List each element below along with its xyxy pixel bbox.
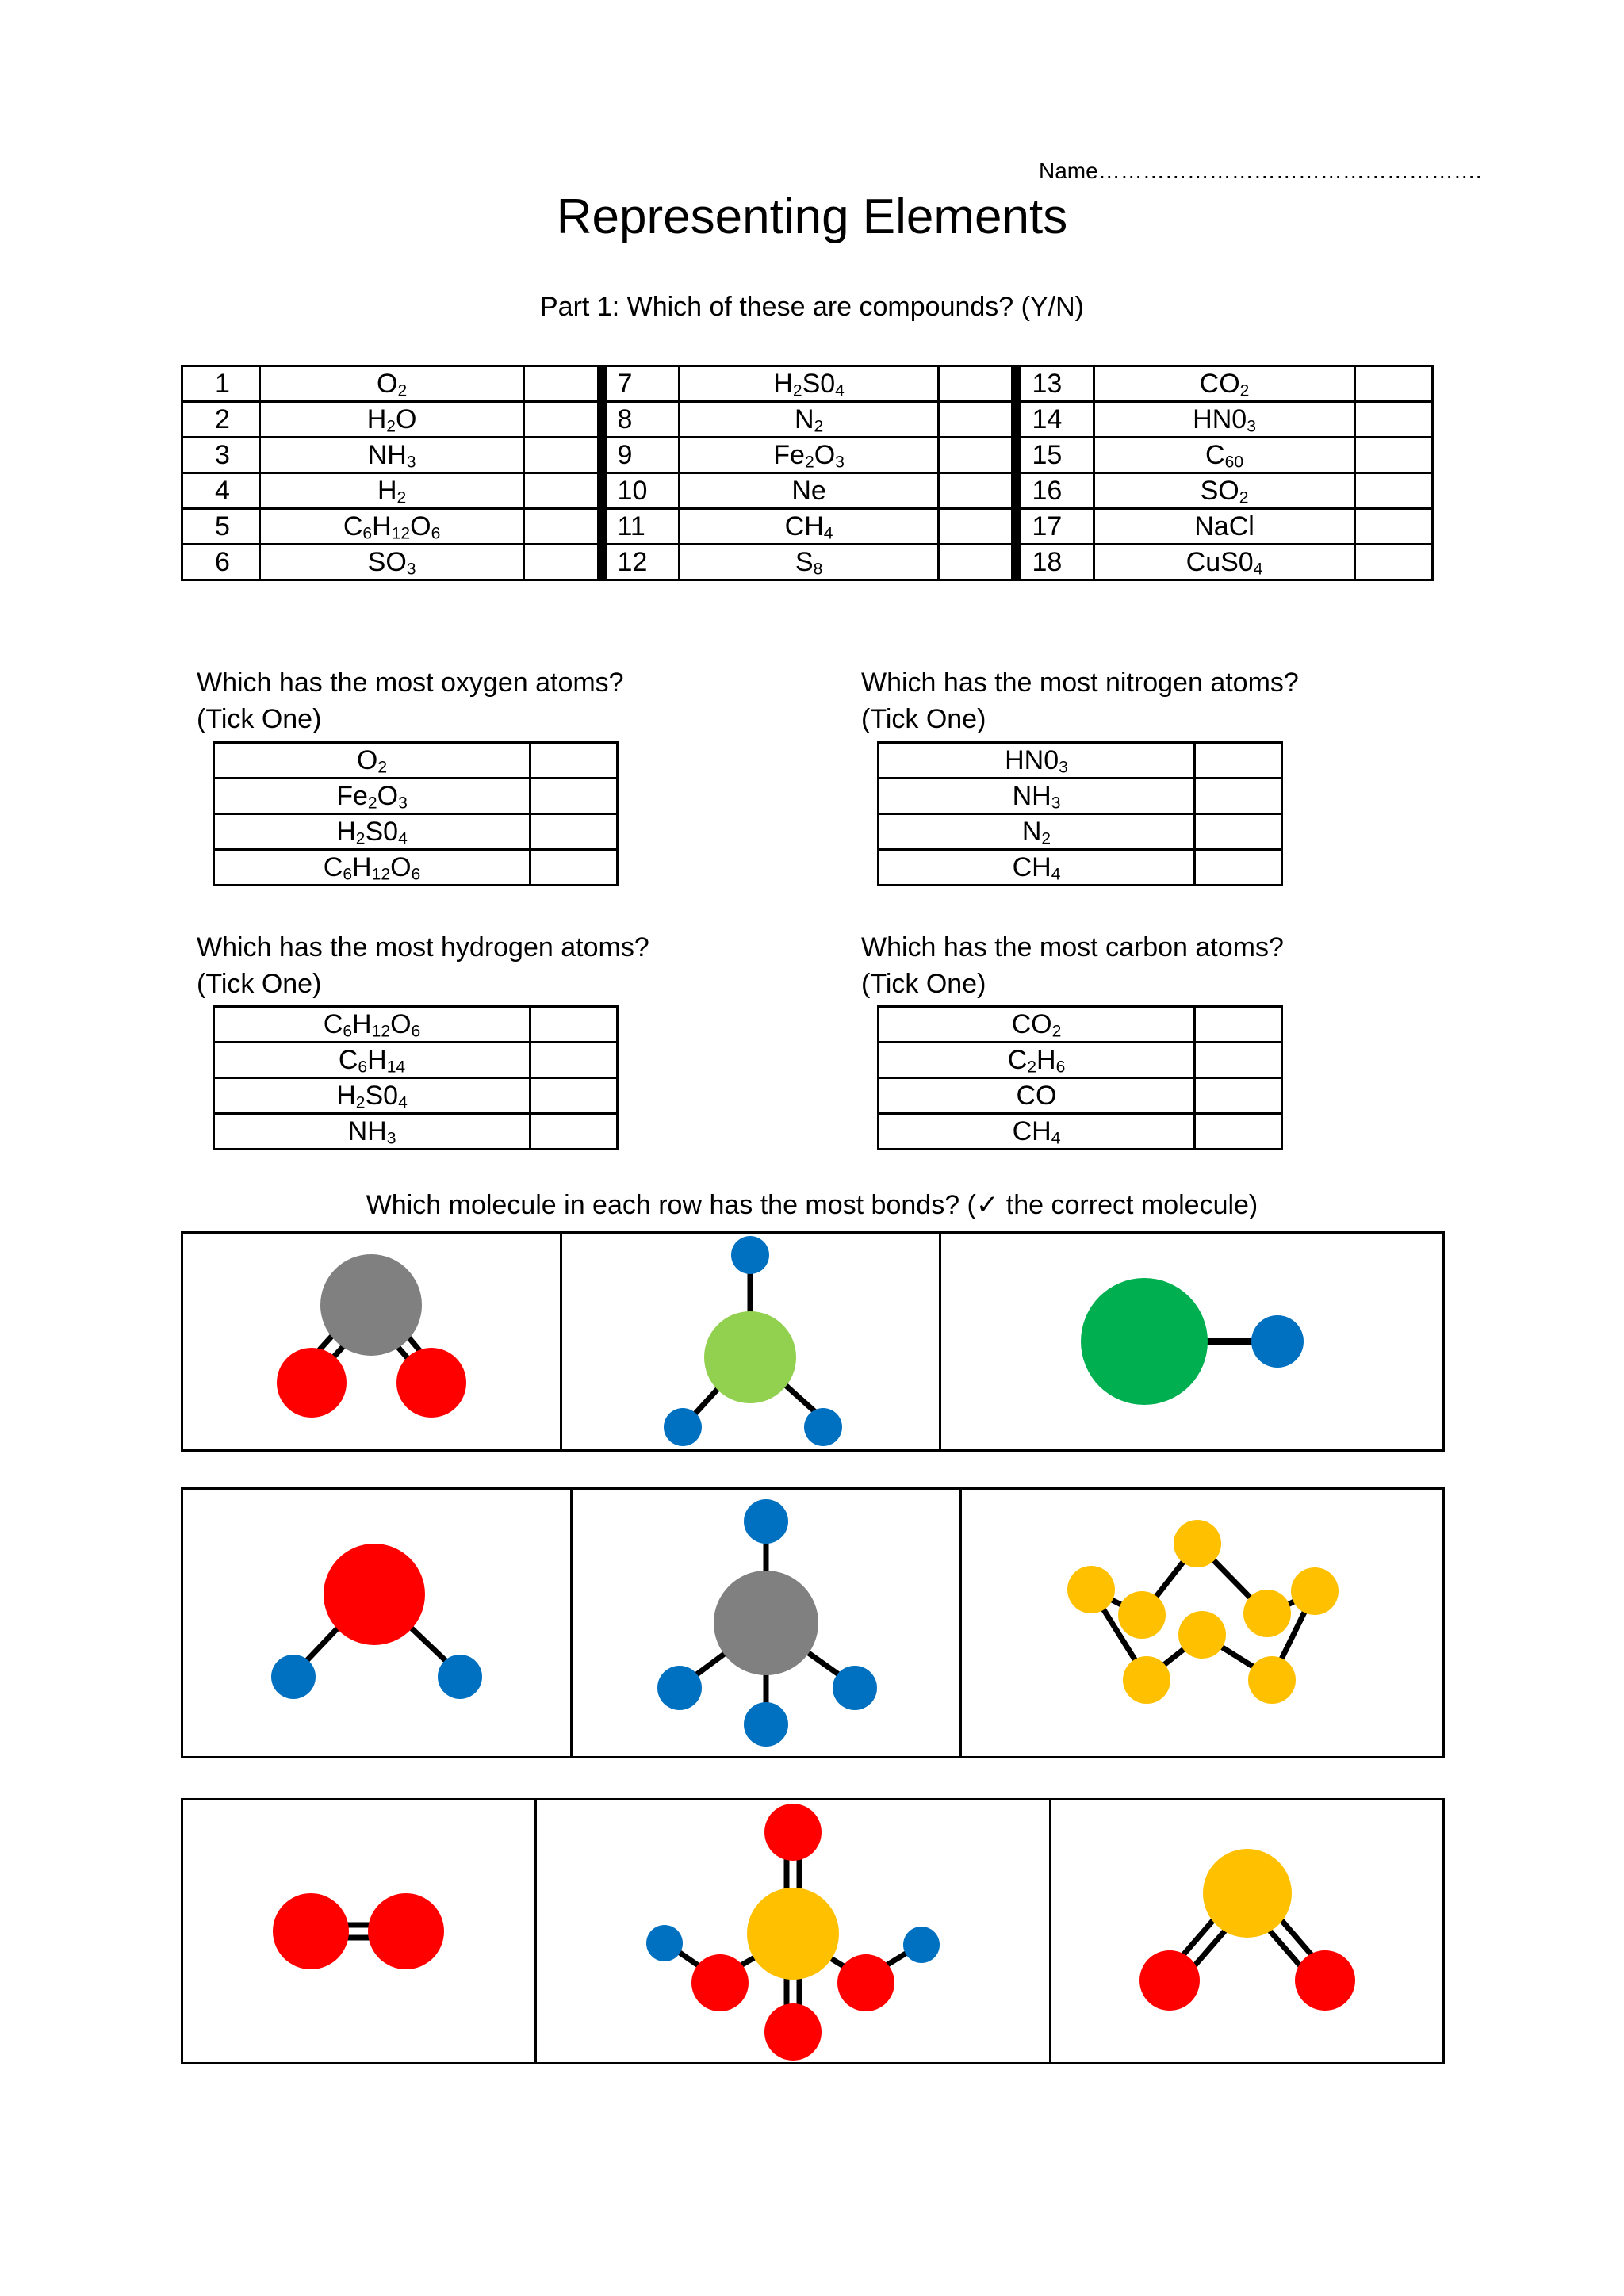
question-instruction: (Tick One) <box>197 969 322 999</box>
compound-answer-box[interactable] <box>939 366 1017 402</box>
compound-formula: $H_2$ <box>259 473 523 509</box>
sulfur-8-molecule-icon <box>1059 1520 1345 1726</box>
hydrogen-question <box>197 929 649 1002</box>
compound-formula: $H_2S0_4$ <box>679 366 938 402</box>
question-instruction: (Tick One) <box>197 704 322 734</box>
water-molecule-icon <box>262 1528 492 1718</box>
option-formula: $O_2$ <box>214 743 530 779</box>
compound-answer-box[interactable] <box>1355 473 1433 509</box>
compounds-table <box>181 365 1434 581</box>
compound-answer-box[interactable] <box>939 545 1017 580</box>
tick-box[interactable] <box>530 1078 618 1114</box>
option-row <box>879 1043 1282 1078</box>
option-formula: $Fe_2O_3$ <box>214 779 530 814</box>
compound-formula: $N_2$ <box>679 402 938 438</box>
compound-number: 2 <box>182 402 260 438</box>
compound-number: 10 <box>602 473 680 509</box>
option-row <box>879 1078 1282 1114</box>
compound-formula: $C_{60}$ <box>1094 438 1354 473</box>
question-title: Which has the most carbon atoms? <box>861 932 1284 962</box>
option-formula: $HN0_3$ <box>879 743 1195 779</box>
compounds-row <box>182 438 1433 473</box>
question-instruction: (Tick One) <box>861 969 986 999</box>
compound-formula: $O_2$ <box>259 366 523 402</box>
compound-answer-box[interactable] <box>1355 402 1433 438</box>
tick-box[interactable] <box>530 1043 618 1078</box>
compound-number: 12 <box>602 545 680 580</box>
compound-formula: $SO_2$ <box>1094 473 1354 509</box>
compound-number: 4 <box>182 473 260 509</box>
compound-answer-box[interactable] <box>524 402 602 438</box>
compound-formula: $HN0_3$ <box>1094 402 1354 438</box>
ammonia-molecule-icon <box>655 1234 845 1448</box>
compound-number: 3 <box>182 438 260 473</box>
option-row <box>214 743 618 779</box>
tick-box[interactable] <box>530 1114 618 1150</box>
hydrogen-chloride-molecule-icon <box>1065 1262 1319 1421</box>
molecule-row-2 <box>181 1487 1445 1758</box>
option-row <box>214 1114 618 1150</box>
compound-formula: $SO_3$ <box>259 545 523 580</box>
compound-formula: Ne <box>679 473 938 509</box>
compound-number: 9 <box>602 438 680 473</box>
molecule-cell-carbon-dioxide[interactable] <box>182 1233 561 1451</box>
compound-answer-box[interactable] <box>1355 366 1433 402</box>
compound-answer-box[interactable] <box>524 545 602 580</box>
compound-number: 18 <box>1016 545 1094 580</box>
option-row <box>214 1078 618 1114</box>
compounds-row <box>182 509 1433 545</box>
tick-box[interactable] <box>530 743 618 779</box>
carbon-dioxide-molecule-icon <box>276 1246 466 1437</box>
compound-answer-box[interactable] <box>524 509 602 545</box>
compound-number: 7 <box>602 366 680 402</box>
tick-box[interactable] <box>530 814 618 850</box>
compound-formula: $C_6H_{12}O_6$ <box>259 509 523 545</box>
option-formula: $NH_3$ <box>214 1114 530 1150</box>
molecule-row-1 <box>181 1231 1445 1452</box>
molecule-cell-oxygen[interactable] <box>182 1800 536 2064</box>
option-row <box>879 814 1282 850</box>
option-row <box>214 850 618 886</box>
compound-number: 17 <box>1016 509 1094 545</box>
carbon-question <box>861 929 1284 1002</box>
option-row <box>214 814 618 850</box>
compound-answer-box[interactable] <box>524 438 602 473</box>
molecule-cell-sulfur-8[interactable] <box>961 1489 1444 1758</box>
compound-answer-box[interactable] <box>1355 509 1433 545</box>
compound-number: 14 <box>1016 402 1094 438</box>
option-row <box>879 850 1282 886</box>
option-formula: $C_6H_{12}O_6$ <box>214 1007 530 1043</box>
option-formula: $CH_4$ <box>879 1114 1195 1150</box>
question-instruction: (Tick One) <box>861 704 986 734</box>
molecule-row-3 <box>181 1798 1445 2064</box>
molecule-cell-sulfuric-acid[interactable] <box>535 1800 1050 2064</box>
tick-box[interactable] <box>1195 779 1282 814</box>
tick-box[interactable] <box>530 779 618 814</box>
compound-answer-box[interactable] <box>1355 438 1433 473</box>
option-formula: $H_2S0_4$ <box>214 814 530 850</box>
bonds-question: Which molecule in each row has the most bonds? (✓ the correct molecule) <box>366 1190 1258 1220</box>
compound-number: 8 <box>602 402 680 438</box>
option-formula: CO <box>879 1078 1195 1114</box>
compound-answer-box[interactable] <box>524 366 602 402</box>
compound-number: 1 <box>182 366 260 402</box>
name-field-label[interactable]: Name……………………………………………. <box>1039 159 1482 183</box>
compound-answer-box[interactable] <box>939 509 1017 545</box>
question-title: Which has the most oxygen atoms? <box>197 668 624 698</box>
compound-number: 11 <box>602 509 680 545</box>
compound-formula: $Fe_2O_3$ <box>679 438 938 473</box>
compound-formula: $CH_4$ <box>679 509 938 545</box>
molecule-cell-water[interactable] <box>182 1489 572 1758</box>
compound-formula: $CO_2$ <box>1094 366 1354 402</box>
part1-instruction: Part 1: Which of these are compounds? (Y/N) <box>540 292 1084 322</box>
option-formula: $H_2S0_4$ <box>214 1078 530 1114</box>
methane-molecule-icon <box>651 1496 881 1750</box>
tick-box[interactable] <box>1195 743 1282 779</box>
compounds-row <box>182 473 1433 509</box>
tick-box[interactable] <box>1195 1078 1282 1114</box>
tick-box[interactable] <box>1195 1043 1282 1078</box>
compound-answer-box[interactable] <box>524 473 602 509</box>
compound-number: 6 <box>182 545 260 580</box>
nitrogen-options-table <box>877 741 1283 886</box>
molecule-cell-sulfur-dioxide[interactable] <box>1050 1800 1443 2064</box>
oxygen-question <box>197 664 624 737</box>
option-formula: $C_2H_6$ <box>879 1043 1195 1078</box>
page-title: Representing Elements <box>556 189 1068 244</box>
tick-box[interactable] <box>530 1007 618 1043</box>
tick-box[interactable] <box>530 850 618 886</box>
option-formula: $CH_4$ <box>879 850 1195 886</box>
option-row <box>214 1007 618 1043</box>
compound-formula: $CuS0_4$ <box>1094 545 1354 580</box>
molecule-cell-hydrogen-chloride[interactable] <box>940 1233 1443 1451</box>
sulfuric-acid-molecule-icon <box>642 1800 944 2062</box>
option-row <box>879 1114 1282 1150</box>
compound-answer-box[interactable] <box>939 473 1017 509</box>
option-row <box>879 743 1282 779</box>
compound-formula: $S_8$ <box>679 545 938 580</box>
option-formula: $C_6H_{12}O_6$ <box>214 850 530 886</box>
compounds-row <box>182 366 1433 402</box>
compound-number: 15 <box>1016 438 1094 473</box>
compound-number: 16 <box>1016 473 1094 509</box>
compound-number: 13 <box>1016 366 1094 402</box>
compounds-row <box>182 545 1433 580</box>
tick-box[interactable] <box>1195 1114 1282 1150</box>
nitrogen-question <box>861 664 1299 737</box>
compound-formula: $H_2O$ <box>259 402 523 438</box>
question-title: Which has the most hydrogen atoms? <box>197 932 649 962</box>
sulfur-dioxide-molecule-icon <box>1132 1844 1362 2019</box>
compound-formula: $NH_3$ <box>259 438 523 473</box>
compound-formula: NaCl <box>1094 509 1354 545</box>
molecule-cell-ammonia[interactable] <box>561 1233 940 1451</box>
option-row <box>214 779 618 814</box>
compound-number: 5 <box>182 509 260 545</box>
option-row <box>214 1043 618 1078</box>
carbon-options-table <box>877 1005 1283 1150</box>
compound-answer-box[interactable] <box>939 438 1017 473</box>
option-row <box>879 1007 1282 1043</box>
compound-answer-box[interactable] <box>1355 545 1433 580</box>
tick-box[interactable] <box>1195 1007 1282 1043</box>
question-title: Which has the most nitrogen atoms? <box>861 668 1299 698</box>
option-formula: $NH_3$ <box>879 779 1195 814</box>
tick-box[interactable] <box>1195 850 1282 886</box>
hydrogen-options-table <box>213 1005 619 1150</box>
compound-answer-box[interactable] <box>939 402 1017 438</box>
option-formula: $C_6H_{14}$ <box>214 1043 530 1078</box>
option-row <box>879 779 1282 814</box>
oxygen-molecule-icon <box>255 1876 462 1987</box>
compounds-row <box>182 402 1433 438</box>
molecule-cell-methane[interactable] <box>572 1489 961 1758</box>
option-formula: $N_2$ <box>879 814 1195 850</box>
option-formula: $CO_2$ <box>879 1007 1195 1043</box>
oxygen-options-table <box>213 741 619 886</box>
tick-box[interactable] <box>1195 814 1282 850</box>
